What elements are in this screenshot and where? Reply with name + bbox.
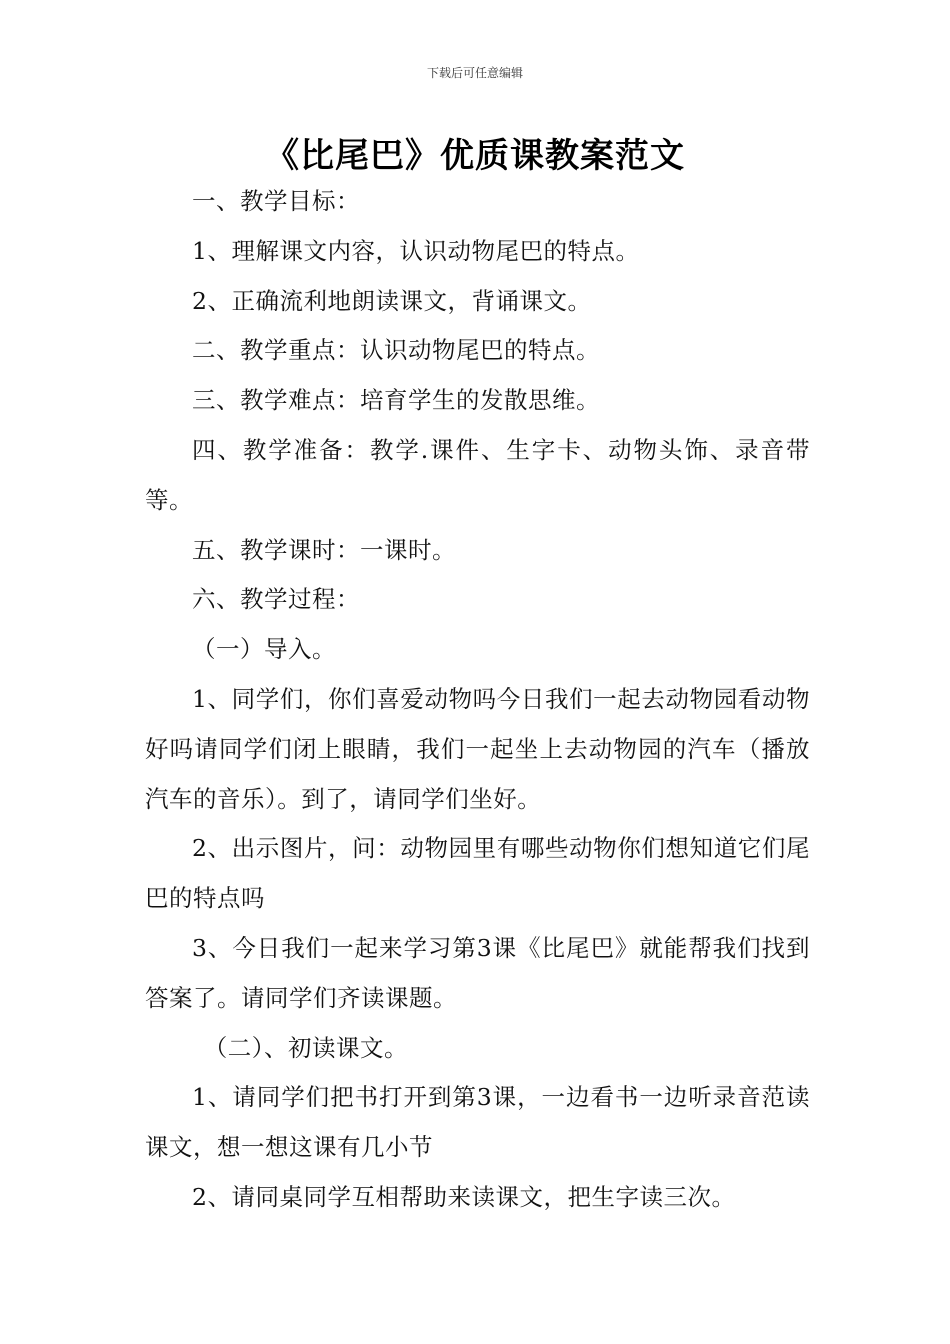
paragraph-intro-2: 2、出示图片，问：动物园里有哪些动物你们想知道它们尾巴的特点吗	[145, 834, 810, 913]
document-title: 《比尾巴》优质课教案范文	[265, 136, 685, 176]
document-body	[145, 177, 810, 1223]
paragraph-process-heading: 六、教学过程：	[192, 585, 360, 614]
paragraph-preparation: 四、教学准备：教学.课件、生字卡、动物头饰、录音带等。	[145, 435, 810, 514]
paragraph-key-points: 二、教学重点：认识动物尾巴的特点。	[192, 336, 600, 365]
paragraph-objective-1: 1、理解课文内容，认识动物尾巴的特点。	[192, 236, 640, 265]
paragraph-class-hours: 五、教学课时：一课时。	[192, 535, 456, 564]
paragraph-first-reading-2: 2、请同桌同学互相帮助来读课文，把生字读三次。	[192, 1182, 736, 1211]
paragraph-objectives-heading: 一、教学目标：	[192, 187, 360, 215]
paragraph-intro-1: 1、同学们，你们喜爱动物吗今日我们一起去动物园看动物好吗请同学们闭上眼睛，我们一起坐上去动物园的汽车（播放汽车的音乐）。到了，请同学们坐好。	[145, 684, 810, 813]
paragraph-objective-2: 2、正确流利地朗读课文，背诵课文。	[192, 286, 592, 315]
paragraph-first-reading-heading: （二）、初读课文。	[203, 1033, 408, 1062]
header-note: 下载后可任意编辑	[426, 66, 523, 80]
paragraph-intro-3: 3、今日我们一起来学习第3课《比尾巴》就能帮我们找到答案了。请同学们齐读课题。	[145, 933, 810, 1012]
paragraph-intro-heading: （一）导入。	[192, 635, 336, 664]
paragraph-difficulties: 三、教学难点：培育学生的发散思维。	[192, 386, 600, 415]
paragraph-first-reading-1: 1、请同学们把书打开到第3课，一边看书一边听录音范读课文，想一想这课有几小节	[145, 1083, 810, 1162]
